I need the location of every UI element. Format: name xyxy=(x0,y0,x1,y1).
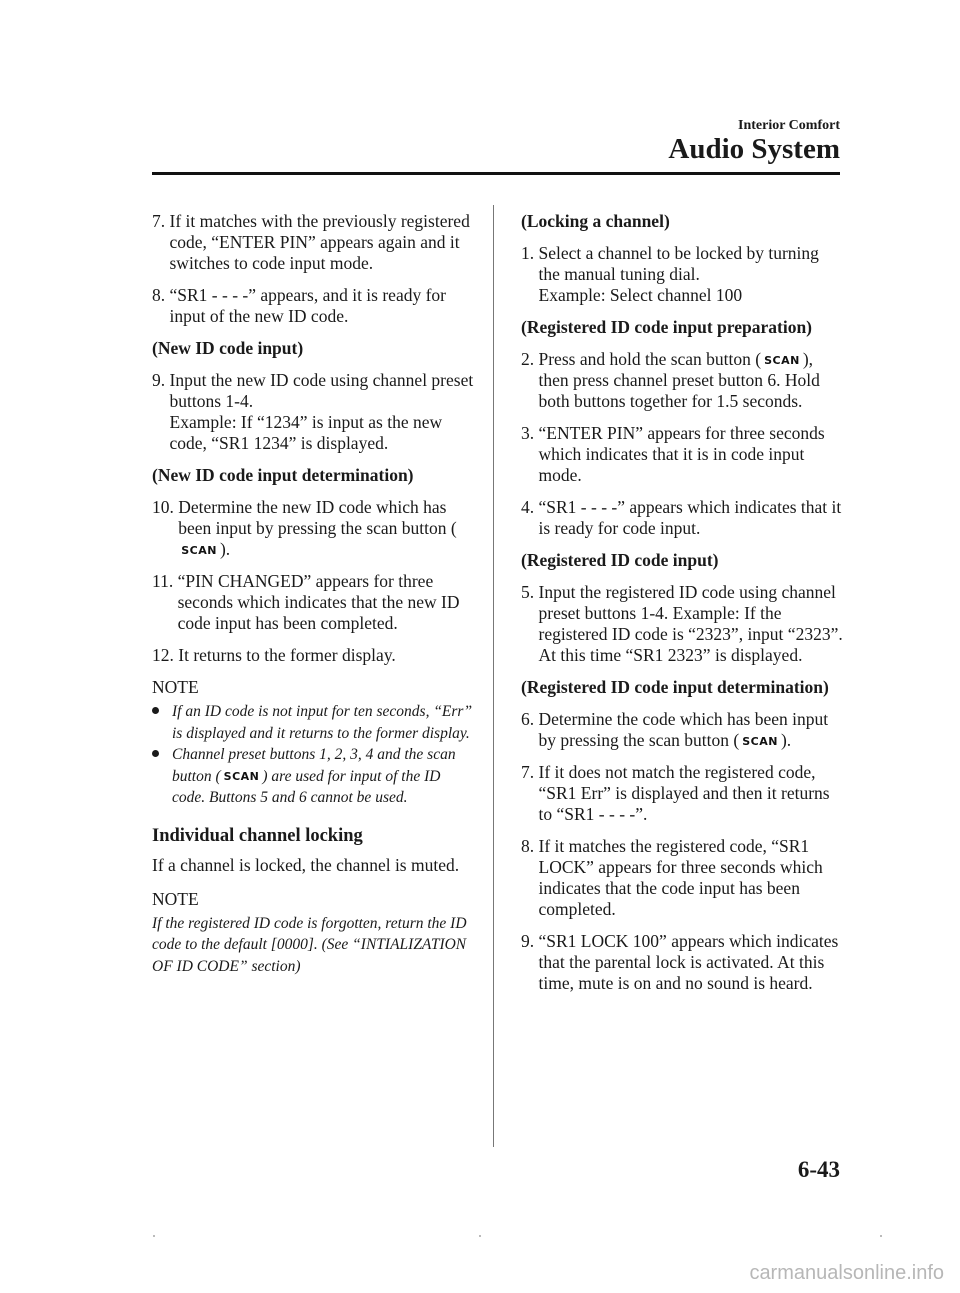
left-column xyxy=(152,211,474,992)
paragraph: If a channel is locked, the channel is muted. xyxy=(152,854,460,875)
step-text: Select a channel to be locked by turning the manual tuning dial. xyxy=(538,243,819,284)
step-text: “ENTER PIN” appears for three seconds which indicates that it is in code input mode. xyxy=(538,423,825,485)
step-number: 12. xyxy=(152,645,179,665)
step-text: “SR1 - - - -” appears which indicates that it is ready for code input. xyxy=(538,497,842,538)
note-item xyxy=(152,701,474,744)
column-divider xyxy=(493,205,494,1147)
print-mark xyxy=(153,1235,155,1237)
print-mark xyxy=(880,1235,882,1237)
step-8 xyxy=(152,285,474,327)
step-number: 2. xyxy=(521,349,539,369)
section-heading-individual-locking: Individual channel locking xyxy=(152,825,363,846)
step-text: Determine the new ID code which has been input by pressing the scan button ( xyxy=(178,497,457,538)
step-number: 3. xyxy=(521,423,539,443)
note-text: If the registered ID code is forgotten, return the ID code to the default [0000]. (See “INTIALIZATION OF ID CODE” section) xyxy=(152,914,467,975)
subheading-locking-a-channel: (Locking a channel) xyxy=(521,211,670,231)
step-text: Input the registered ID code using channel preset buttons 1-4. Example: If the registered ID code is “2323”, input “2323”. At this time “SR1 2323” is displayed. xyxy=(538,582,843,665)
step-number: 4. xyxy=(521,497,539,517)
scan-button-icon: SCAN xyxy=(742,735,778,748)
bullet-icon xyxy=(152,744,172,809)
note-item-text-end: ) are used for input of the ID code. Buttons 5 and 6 cannot be used. xyxy=(172,767,441,806)
subheading-registered-id-input: (Registered ID code input) xyxy=(521,550,719,570)
step-number: 7. xyxy=(152,211,170,231)
step-7 xyxy=(152,211,474,274)
step-text-end: ), then press channel preset button 6. Hold both buttons together for 1.5 seconds. xyxy=(538,349,820,411)
step-text: It returns to the former display. xyxy=(178,645,396,665)
step-text: If it matches with the previously registered code, “ENTER PIN” appears again and it switches to code input mode. xyxy=(169,211,470,273)
step-number: 1. xyxy=(521,243,539,263)
subheading-new-id-input: (New ID code input) xyxy=(152,338,304,358)
step-10 xyxy=(152,497,474,560)
step-text: “PIN CHANGED” appears for three seconds which indicates that the new ID code input has been completed. xyxy=(177,571,460,633)
subheading-registered-id-determination: (Registered ID code input determination) xyxy=(521,677,829,697)
step-9 xyxy=(521,931,843,994)
page-title: Audio System xyxy=(668,133,840,165)
step-3 xyxy=(521,423,843,486)
step-number: 10. xyxy=(152,497,179,517)
note-label: NOTE xyxy=(152,677,199,697)
step-text: Determine the code which has been input by pressing the scan button ( xyxy=(538,709,829,750)
step-text: If it does not match the registered code, “SR1 Err” is displayed and then it returns to “SR1 - - - -”. xyxy=(538,762,830,824)
right-column xyxy=(521,211,843,1005)
step-9 xyxy=(152,370,474,454)
step-text: “SR1 - - - -” appears, and it is ready for input of the new ID code. xyxy=(169,285,446,326)
step-text: “SR1 LOCK 100” appears which indicates that the parental lock is activated. At this time, mute is on and no sound is heard. xyxy=(538,931,839,993)
step-number: 5. xyxy=(521,582,539,602)
step-5 xyxy=(521,582,843,666)
header-divider xyxy=(152,172,840,175)
page-number: 6-43 xyxy=(797,1157,840,1182)
note-item-text: Channel preset buttons 1, 2, 3, 4 and the scan button ( xyxy=(172,746,456,785)
step-number: 9. xyxy=(152,370,170,390)
header-section-label: Interior Comfort xyxy=(738,118,840,133)
step-example: Example: If “1234” is input as the new code, “SR1 1234” is displayed. xyxy=(169,412,443,453)
note-label: NOTE xyxy=(152,888,199,909)
step-11 xyxy=(152,571,474,634)
note-item-text: If an ID code is not input for ten seconds, “Err” is displayed and it returns to the former display. xyxy=(172,703,473,742)
step-number: 7. xyxy=(521,762,539,782)
step-number: 9. xyxy=(521,931,539,951)
bullet-icon xyxy=(152,701,172,744)
subheading-registered-id-preparation: (Registered ID code input preparation) xyxy=(521,317,813,337)
step-2 xyxy=(521,349,843,412)
step-text-end: ). xyxy=(219,539,231,559)
step-text: Input the new ID code using channel preset buttons 1-4. xyxy=(169,370,474,411)
scan-button-icon: SCAN xyxy=(223,769,260,783)
scan-button-icon: SCAN xyxy=(764,354,800,367)
step-example: Example: Select channel 100 xyxy=(538,285,743,305)
step-1 xyxy=(521,243,843,306)
step-text: Press and hold the scan button ( xyxy=(538,349,762,369)
step-8 xyxy=(521,836,843,920)
step-6 xyxy=(521,709,843,751)
step-text: If it matches the registered code, “SR1 LOCK” appears for three seconds which indicates that the code input has been completed. xyxy=(538,836,823,919)
step-text-end: ). xyxy=(780,730,792,750)
scan-button-icon: SCAN xyxy=(181,544,217,557)
step-number: 6. xyxy=(521,709,539,729)
print-mark xyxy=(479,1235,481,1237)
subheading-new-id-determination: (New ID code input determination) xyxy=(152,465,414,485)
step-12 xyxy=(152,645,474,666)
step-number: 11. xyxy=(152,571,178,591)
step-4 xyxy=(521,497,843,539)
step-7 xyxy=(521,762,843,825)
step-number: 8. xyxy=(521,836,539,856)
step-number: 8. xyxy=(152,285,170,305)
watermark-link[interactable]: carmanualsonline.info xyxy=(749,1262,944,1284)
note-item xyxy=(152,744,474,809)
